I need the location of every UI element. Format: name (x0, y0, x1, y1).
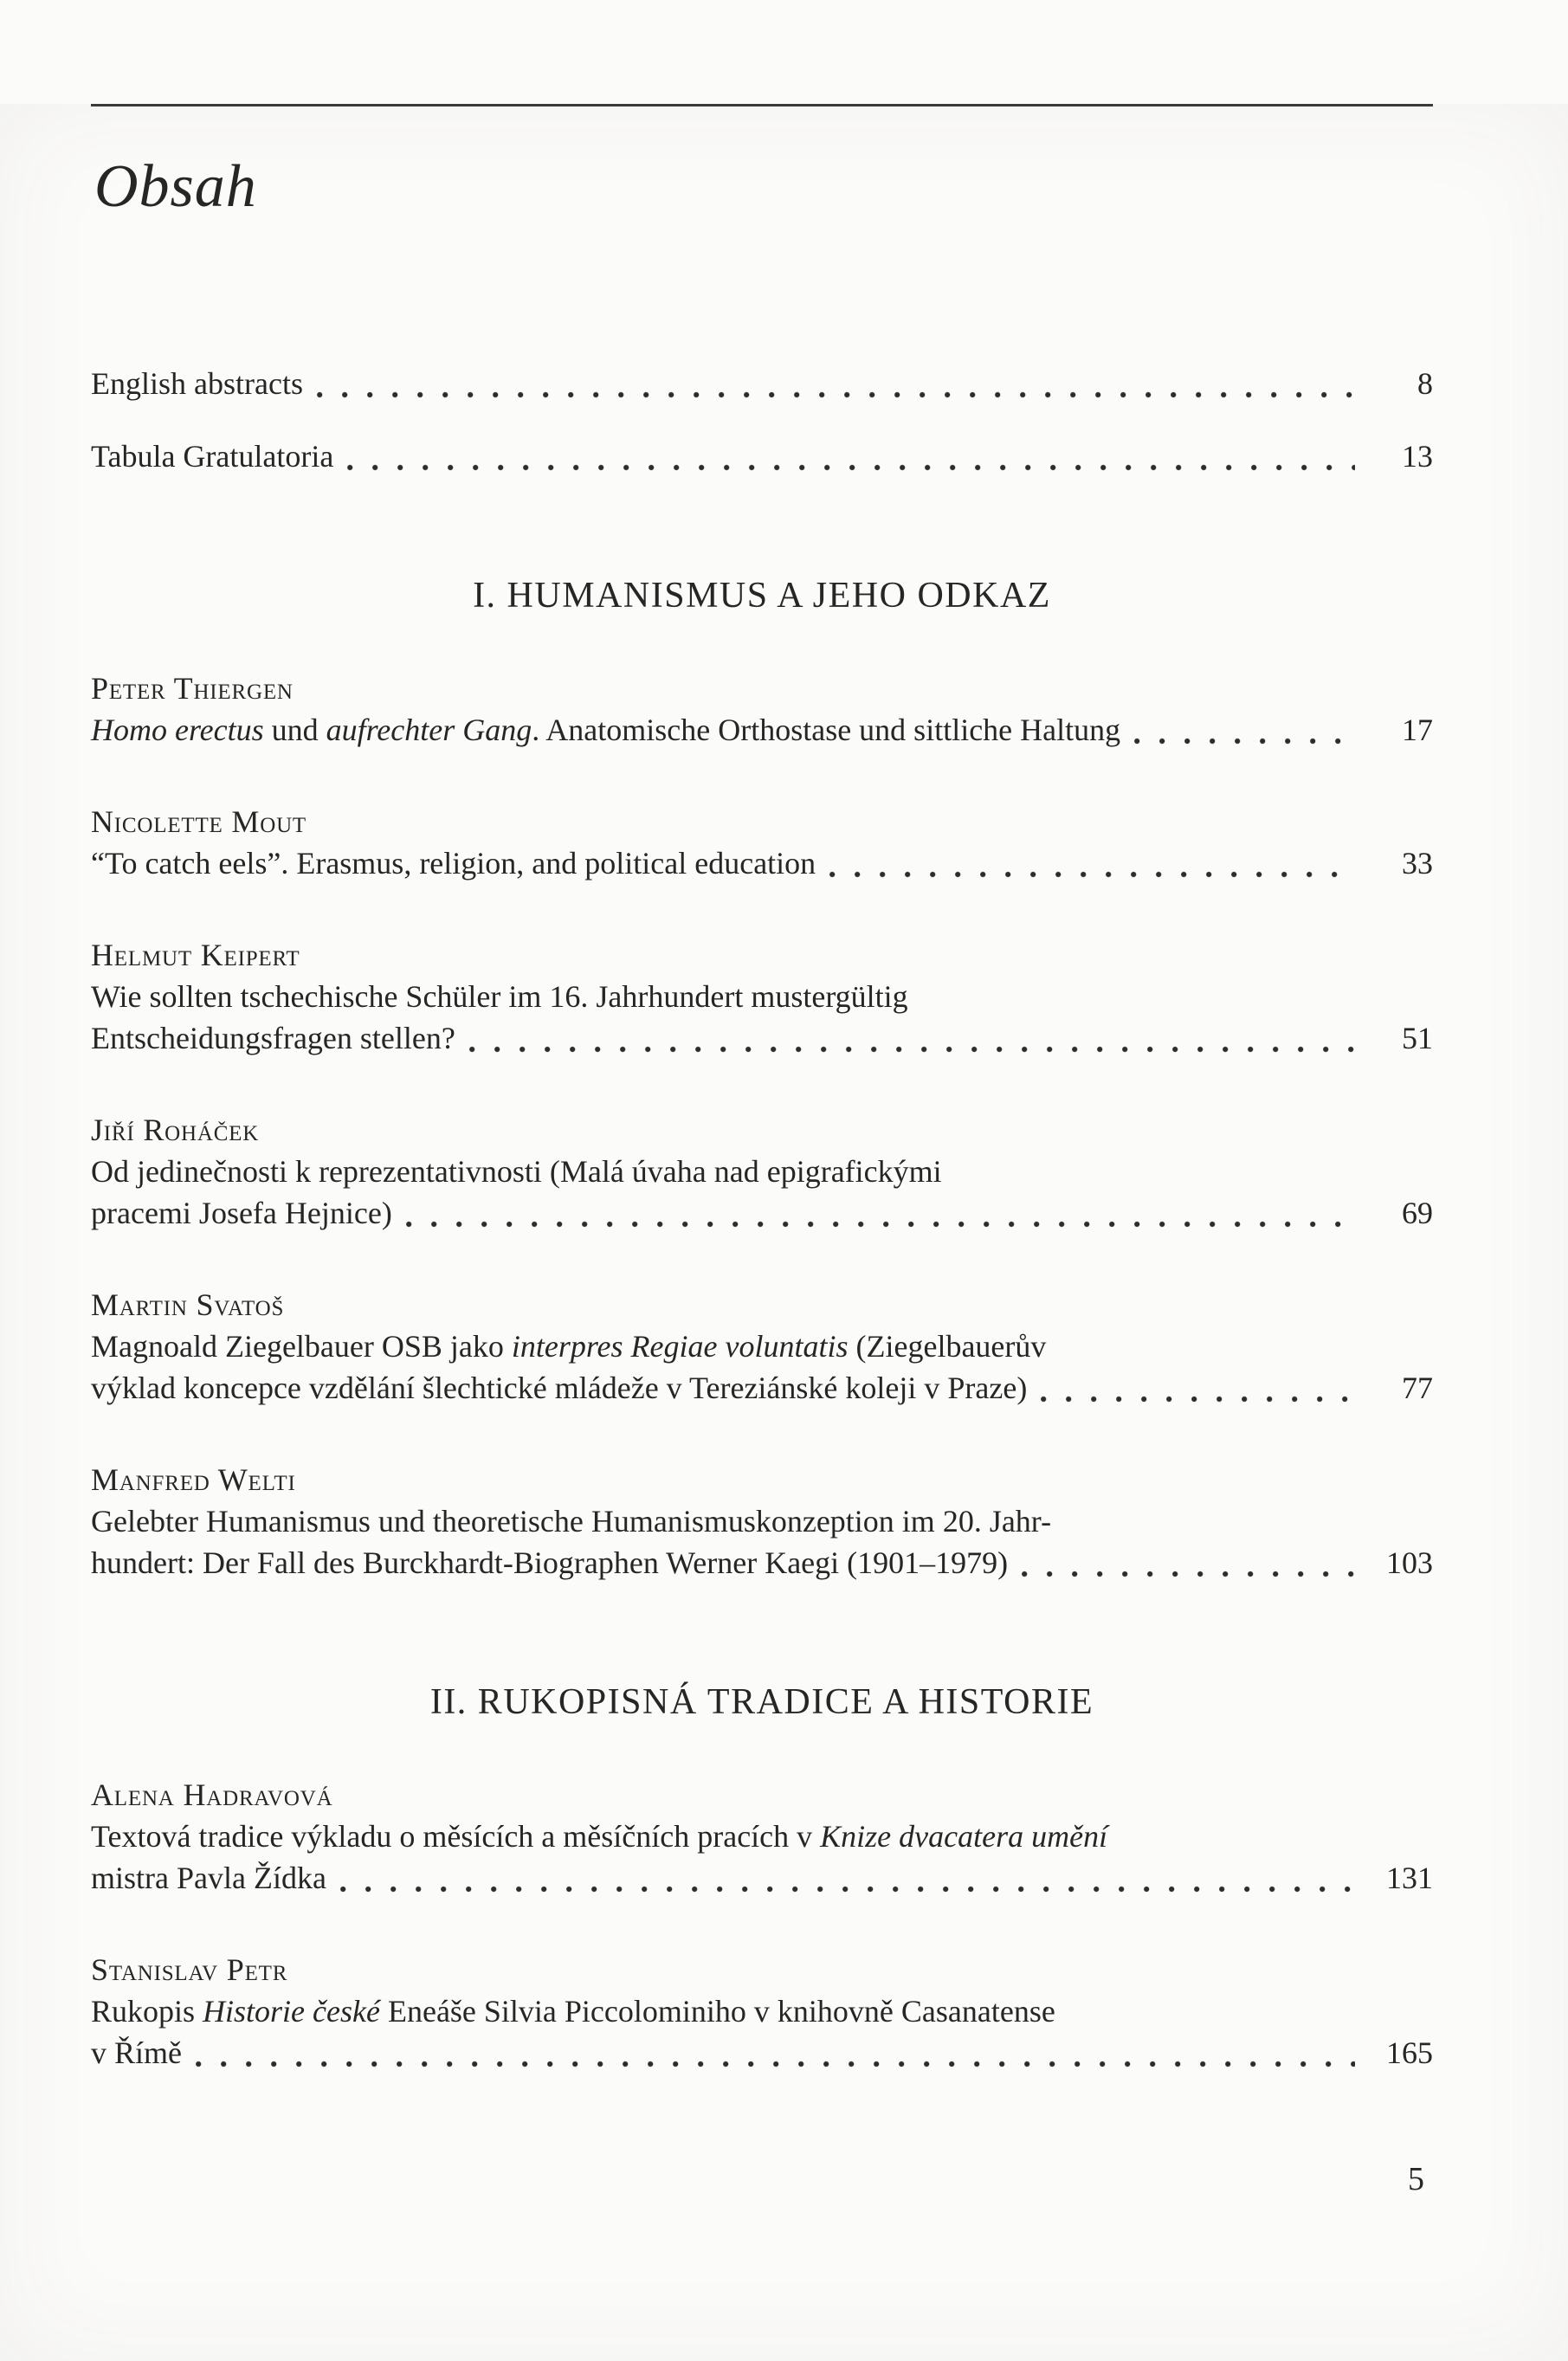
text-run: v Římě (91, 2035, 182, 2070)
entry-author: Stanislav Petr (91, 1952, 288, 1987)
toc-row (91, 1367, 1433, 1409)
toc-row (91, 1857, 1433, 1899)
toc-row (91, 842, 1433, 884)
dot-leader (469, 1046, 1355, 1053)
entry-label (91, 435, 333, 477)
entry-page-number: 33 (1402, 846, 1433, 881)
entry-author: Nicolette Mout (91, 804, 307, 839)
toc-entry (91, 1774, 1433, 1899)
entry-page-number: 103 (1386, 1545, 1433, 1580)
entry-author: Jiří Roháček (91, 1113, 260, 1147)
entry-label (91, 1151, 942, 1192)
text-run: und (263, 713, 326, 747)
section-heading: I. HUMANISMUS A JEHO ODKAZ (473, 576, 1051, 616)
italic-text-run: Knize dvacatera umění (820, 1819, 1108, 1854)
toc-entry (91, 1284, 1433, 1409)
toc-row (91, 1816, 1433, 1857)
toc-row (91, 2032, 1433, 2074)
toc-entry (91, 801, 1433, 884)
entry-label (91, 1990, 1055, 2032)
text-run: (Ziegelbauerův (848, 1329, 1047, 1364)
toc-row (91, 709, 1433, 751)
entry-label (91, 709, 1120, 751)
entry-label (91, 842, 816, 884)
dot-leader (1041, 1396, 1355, 1403)
entry-page-number: 69 (1402, 1196, 1433, 1230)
toc-row (91, 435, 1433, 477)
entry-page-number: 77 (1402, 1371, 1433, 1405)
text-run: Entscheidungsfragen stellen? (91, 1021, 455, 1055)
text-run: Wie sollten tschechische Schüler im 16. Jahrhundert mustergültig (91, 979, 908, 1014)
italic-text-run: interpres Regiae voluntatis (511, 1329, 849, 1364)
toc-row (91, 1326, 1433, 1367)
text-run: Textová tradice výkladu o měsících a měsíčních pracích v (91, 1819, 821, 1854)
book-page (0, 104, 1568, 2361)
text-run: Gelebter Humanismus und theoretische Humanismuskonzeption im 20. Jahr- (91, 1504, 1052, 1539)
section-heading: II. RUKOPISNÁ TRADICE A HISTORIE (429, 1682, 1094, 1722)
toc-row (91, 976, 1433, 1017)
entry-author: Peter Thiergen (91, 671, 294, 706)
text-run: Od jedinečnosti k reprezentativnosti (Malá úvaha nad epigrafickými (91, 1154, 942, 1189)
entry-author: Alena Hadravová (91, 1777, 333, 1812)
entry-author: Manfred Welti (91, 1462, 296, 1497)
top-rule (91, 104, 1433, 106)
entry-page-number: 165 (1386, 2035, 1433, 2070)
dot-leader (829, 871, 1355, 878)
toc-entry (91, 668, 1433, 751)
dot-leader (1134, 738, 1355, 745)
text-run: Rukopis (91, 1994, 203, 2029)
dot-leader (347, 464, 1355, 471)
entry-page-number: 13 (1402, 439, 1433, 474)
text-run: hundert: Der Fall des Burckhardt-Biographen Werner Kaegi (1901–1979) (91, 1545, 1009, 1580)
dot-leader (340, 1886, 1355, 1893)
toc-row (91, 1542, 1433, 1584)
entry-label (91, 1500, 1051, 1542)
toc-row (91, 1500, 1433, 1542)
entry-label (91, 1367, 1027, 1409)
entry-page-number: 17 (1402, 713, 1433, 747)
text-run: výklad koncepce vzdělání šlechtické mládeže v Tereziánské koleji v Praze) (91, 1371, 1028, 1405)
entry-label (91, 1192, 392, 1234)
text-run: mistra Pavla Žídka (91, 1861, 326, 1895)
italic-text-run: Historie české (203, 1994, 380, 2029)
entry-page-number: 51 (1402, 1021, 1433, 1055)
toc-row (91, 1192, 1433, 1234)
toc-entry (91, 1109, 1433, 1234)
entry-author: Helmut Keipert (91, 938, 300, 972)
entry-label (91, 976, 908, 1017)
entry-label (91, 1326, 1046, 1367)
text-run: Eneáše Silvia Piccolominiho v knihovně Casanatense (379, 1994, 1055, 2029)
text-run: “To catch eels”. Erasmus, religion, and political education (91, 846, 816, 881)
toc-row (91, 1990, 1433, 2032)
entry-label (91, 2032, 182, 2074)
text-run: Magnoald Ziegelbauer OSB jako (91, 1329, 512, 1364)
text-run: English abstracts (91, 366, 303, 401)
dot-leader (1022, 1571, 1355, 1577)
entry-label (91, 1816, 1107, 1857)
entry-label (91, 1857, 326, 1899)
toc-entry (91, 934, 1433, 1059)
dot-leader (317, 391, 1355, 398)
entry-page-number: 131 (1386, 1861, 1433, 1895)
page-number: 5 (1408, 2161, 1424, 2197)
text-run: . Anatomische Orthostase und sittliche Haltung (532, 713, 1121, 747)
toc-row (91, 1017, 1433, 1059)
text-run: pracemi Josefa Hejnice) (91, 1196, 392, 1230)
italic-text-run: aufrechter Gang (326, 713, 532, 747)
text-run: Tabula Gratulatoria (91, 439, 334, 474)
italic-text-run: Homo erectus (91, 713, 264, 747)
toc-row (91, 363, 1433, 404)
entry-label (91, 1542, 1008, 1584)
dot-leader (406, 1221, 1355, 1228)
toc-row (91, 1151, 1433, 1192)
dot-leader (196, 2061, 1355, 2067)
entry-author: Martin Svatoš (91, 1287, 285, 1322)
entry-page-number: 8 (1417, 366, 1433, 401)
table-of-contents (91, 363, 1433, 2074)
entry-label (91, 363, 303, 404)
entry-label (91, 1017, 455, 1059)
page-title: Obsah (94, 153, 257, 220)
toc-entry (91, 1949, 1433, 2074)
toc-entry (91, 1459, 1433, 1584)
